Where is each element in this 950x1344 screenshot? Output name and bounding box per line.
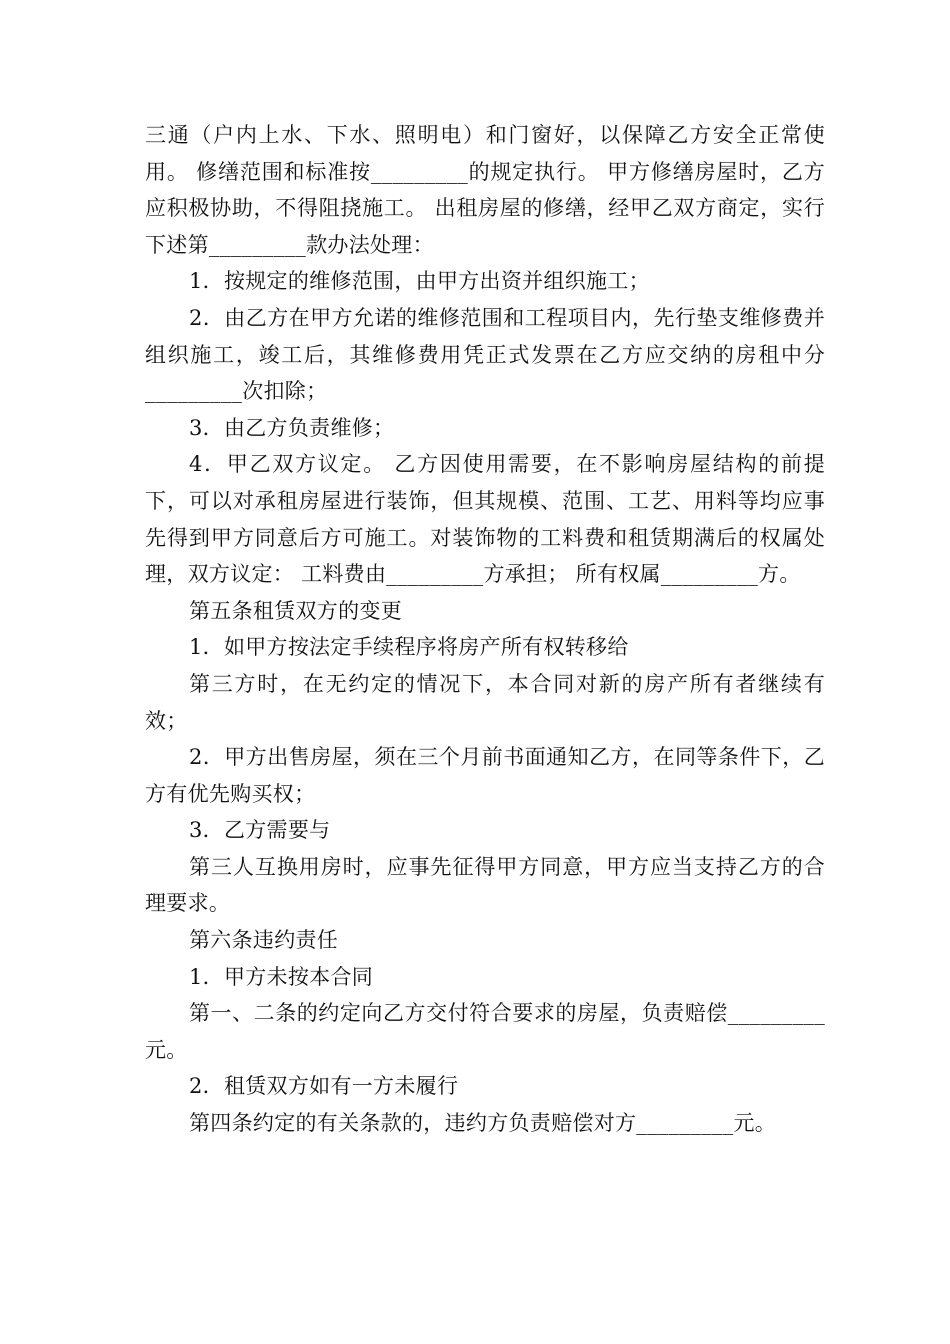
paragraph: 1．甲方未按本合同 <box>189 964 374 989</box>
paragraph: 第一、二条的约定向乙方交付符合要求的房屋，负责赔偿_________元。 <box>145 1001 825 1062</box>
paragraph: 2．租赁双方如有一方未履行 <box>189 1074 459 1099</box>
paragraph: 1．按规定的维修范围，由甲方出资并组织施工； <box>189 269 650 294</box>
paragraph: 第三方时，在无约定的情况下，本合同对新的房产所有者继续有效； <box>145 671 825 733</box>
section-heading: 第六条违约责任 <box>189 928 339 953</box>
document-body <box>145 117 825 1142</box>
paragraph: 3．由乙方负责维修； <box>189 415 395 440</box>
paragraph: 4．甲乙双方议定。 乙方因使用需要，在不影响房屋结构的前提下，可以对承租房屋进行装饰，但其规模、范围、工艺、用料等均应事先得到甲方同意后方可施工。对装饰物的工料费和租赁期满后的权属处理，双方议定： 工料费由_________方承担； 所有权属_________方。 <box>145 452 825 587</box>
paragraph: 1．如甲方按法定手续程序将房产所有权转移给 <box>189 635 629 660</box>
paragraph: 2．由乙方在甲方允诺的维修范围和工程项目内，先行垫支维修费并组织施工，竣工后，其维修费用凭正式发票在乙方应交纳的房租中分_________次扣除； <box>145 305 825 404</box>
paragraph: 2．甲方出售房屋，须在三个月前书面通知乙方，在同等条件下，乙方有优先购买权； <box>145 745 825 806</box>
paragraph: 三通（户内上水、下水、照明电）和门窗好，以保障乙方安全正常使用。 修缮范围和标准按_________的规定执行。 甲方修缮房屋时，乙方应积极协助，不得阻挠施工。 出租房屋的修缮，经甲乙双方商定，实行下述第_________款办法处理： <box>145 123 825 257</box>
section-heading: 第五条租赁双方的变更 <box>189 598 402 623</box>
paragraph: 第三人互换用房时，应事先征得甲方同意，甲方应当支持乙方的合理要求。 <box>145 854 825 916</box>
paragraph: 3．乙方需要与 <box>189 818 331 843</box>
paragraph: 第四条约定的有关条款的，违约方负责赔偿对方_________元。 <box>189 1111 777 1136</box>
